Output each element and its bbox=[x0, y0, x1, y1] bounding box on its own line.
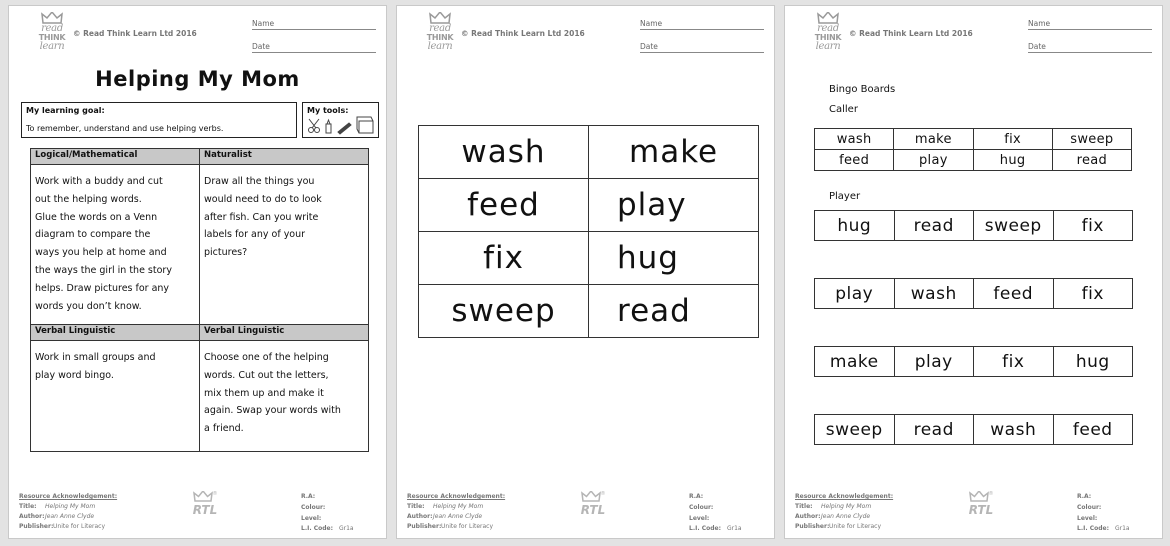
learning-goal-box bbox=[21, 102, 297, 138]
worksheet-page-1 bbox=[8, 5, 387, 539]
player-board-3 bbox=[814, 346, 1133, 377]
resource-ack-label: Resource Acknowledgement: bbox=[19, 493, 118, 500]
bingo-cell[interactable]: feed bbox=[1053, 415, 1133, 445]
player-label: Player bbox=[829, 191, 861, 202]
bingo-cell[interactable]: make bbox=[815, 347, 895, 377]
word-card[interactable]: wash bbox=[419, 126, 589, 179]
bingo-cell[interactable]: sweep bbox=[974, 211, 1054, 241]
crown-icon bbox=[969, 491, 989, 502]
bingo-cell[interactable]: play bbox=[815, 279, 895, 309]
bingo-cell[interactable]: make bbox=[894, 129, 973, 150]
learning-goal-label: My learning goal: bbox=[26, 106, 105, 115]
resource-ack-label: Resource Acknowledgement: bbox=[795, 493, 894, 500]
activity-text: Choose one of the helping words. Cut out the letters, mix them up and make it again. Swap your words with a friend. bbox=[200, 341, 369, 452]
bingo-cell[interactable]: read bbox=[894, 415, 974, 445]
word-card[interactable]: make bbox=[589, 126, 759, 179]
crown-icon bbox=[193, 491, 213, 502]
table-heading: Verbal Linguistic bbox=[31, 325, 200, 341]
caller-board bbox=[814, 128, 1132, 171]
footer-publisher-row: Publisher:Unite for Literacy bbox=[19, 523, 106, 530]
bingo-cell[interactable]: wash bbox=[974, 415, 1054, 445]
learning-goal-text: To remember, understand and use helping verbs. bbox=[26, 124, 224, 133]
li-code-row: L.I. Code: Gr1a bbox=[1077, 525, 1130, 532]
bingo-cell[interactable]: sweep bbox=[815, 415, 895, 445]
bingo-cell[interactable]: sweep bbox=[1052, 129, 1131, 150]
table-heading: Logical/Mathematical bbox=[31, 149, 200, 165]
read-think-learn-logo: read THINK learn bbox=[425, 12, 455, 51]
rtl-logo: ® RTL bbox=[968, 491, 994, 517]
resource-footer: Resource Acknowledgement: Title: Helping My Mom Author:Jean Anne Clyde Publisher:Unite for Literacy ® RTL R.A: Colour: Level: L.I. Code: Gr1a bbox=[795, 491, 1130, 532]
bingo-cell[interactable]: hug bbox=[973, 150, 1052, 171]
footer-title-row: Title: Helping My Mom bbox=[795, 503, 872, 510]
caller-label: Caller bbox=[829, 104, 858, 115]
resource-footer: Resource Acknowledgement: Title: Helping My Mom Author:Jean Anne Clyde Publisher:Unite for Literacy ® RTL R.A: Colour: Level: L.I. Code: Gr1a bbox=[19, 491, 354, 532]
copyright-text: © Read Think Learn Ltd 2016 bbox=[73, 29, 197, 38]
tools-box bbox=[302, 102, 379, 138]
date-field[interactable]: Date bbox=[252, 42, 376, 53]
table-row bbox=[815, 211, 1133, 241]
tools-label: My tools: bbox=[307, 106, 349, 115]
table-row bbox=[419, 126, 759, 179]
bingo-cell[interactable]: wash bbox=[815, 129, 894, 150]
table-row bbox=[419, 179, 759, 232]
bingo-cell[interactable]: play bbox=[894, 150, 973, 171]
footer-author-row: Author:Jean Anne Clyde bbox=[795, 513, 871, 520]
name-field[interactable]: Name bbox=[640, 19, 764, 30]
date-field[interactable]: Date bbox=[640, 42, 764, 53]
rtl-logo: ® RTL bbox=[580, 491, 606, 517]
crown-icon bbox=[581, 491, 601, 502]
bingo-cell[interactable]: fix bbox=[1053, 211, 1133, 241]
player-board-1 bbox=[814, 210, 1133, 241]
bingo-cell[interactable]: feed bbox=[815, 150, 894, 171]
bingo-cell[interactable]: wash bbox=[894, 279, 974, 309]
footer-author-row: Author:Jean Anne Clyde bbox=[407, 513, 483, 520]
table-heading: Naturalist bbox=[200, 149, 369, 165]
resource-footer: Resource Acknowledgement: Title: Helping My Mom Author:Jean Anne Clyde Publisher:Unite for Literacy ® RTL R.A: Colour: Level: L.I. Code: Gr1a bbox=[407, 491, 742, 532]
activity-text: Work in small groups and play word bingo. bbox=[31, 341, 200, 452]
footer-author-row: Author:Jean Anne Clyde bbox=[19, 513, 95, 520]
word-card[interactable]: fix bbox=[419, 232, 589, 285]
footer-publisher-row: Publisher:Unite for Literacy bbox=[795, 523, 882, 530]
li-code-row: L.I. Code: Gr1a bbox=[689, 525, 742, 532]
table-row bbox=[419, 232, 759, 285]
activity-text: Work with a buddy and cut out the helping words. Glue the words on a Venn diagram to compare the ways you help at home and the ways the girl in the story helps. Draw pictures for any words you don’t know. bbox=[31, 165, 200, 325]
word-card[interactable]: feed bbox=[419, 179, 589, 232]
table-row bbox=[815, 347, 1133, 377]
footer-title-row: Title: Helping My Mom bbox=[19, 503, 96, 510]
table-row bbox=[815, 129, 1132, 150]
word-card[interactable]: read bbox=[589, 285, 759, 338]
scissors-icon bbox=[309, 119, 320, 133]
word-card[interactable]: play bbox=[589, 179, 759, 232]
name-field[interactable]: Name bbox=[252, 19, 376, 30]
date-field[interactable]: Date bbox=[1028, 42, 1152, 53]
table-row bbox=[815, 150, 1132, 171]
bingo-cell[interactable]: hug bbox=[1053, 347, 1133, 377]
bingo-cell[interactable]: fix bbox=[1053, 279, 1133, 309]
page-title: Helping My Mom bbox=[95, 67, 300, 91]
word-card[interactable]: hug bbox=[589, 232, 759, 285]
table-row bbox=[815, 415, 1133, 445]
footer-publisher-row: Publisher:Unite for Literacy bbox=[407, 523, 494, 530]
player-board-4 bbox=[814, 414, 1133, 445]
copyright-text: © Read Think Learn Ltd 2016 bbox=[849, 29, 973, 38]
rtl-logo: ® RTL bbox=[192, 491, 218, 517]
read-think-learn-logo: read THINK learn bbox=[813, 12, 843, 51]
multiple-intelligences-table bbox=[30, 148, 369, 452]
bingo-cell[interactable]: play bbox=[894, 347, 974, 377]
bingo-boards-heading: Bingo Boards bbox=[829, 84, 896, 95]
table-row bbox=[419, 285, 759, 338]
bingo-cell[interactable]: feed bbox=[974, 279, 1054, 309]
read-think-learn-logo: read THINK learn bbox=[37, 12, 67, 51]
word-cards-table bbox=[418, 125, 759, 338]
name-field[interactable]: Name bbox=[1028, 19, 1152, 30]
copyright-text: © Read Think Learn Ltd 2016 bbox=[461, 29, 585, 38]
table-row bbox=[815, 279, 1133, 309]
glue-icon bbox=[326, 120, 331, 133]
table-heading: Verbal Linguistic bbox=[200, 325, 369, 341]
worksheet-page-3 bbox=[784, 5, 1163, 539]
worksheet-page-2 bbox=[396, 5, 775, 539]
resource-ack-label: Resource Acknowledgement: bbox=[407, 493, 506, 500]
word-card[interactable]: sweep bbox=[419, 285, 589, 338]
player-board-2 bbox=[814, 278, 1133, 309]
li-code-row: L.I. Code: Gr1a bbox=[301, 525, 354, 532]
pencil-icon bbox=[338, 123, 351, 134]
bingo-cell[interactable]: fix bbox=[973, 129, 1052, 150]
footer-title-row: Title: Helping My Mom bbox=[407, 503, 484, 510]
bingo-cell[interactable]: read bbox=[1052, 150, 1131, 171]
bingo-cell[interactable]: read bbox=[894, 211, 974, 241]
bingo-cell[interactable]: hug bbox=[815, 211, 895, 241]
bingo-cell[interactable]: fix bbox=[974, 347, 1054, 377]
book-icon bbox=[357, 117, 373, 133]
activity-text: Draw all the things you would need to do to look after fish. Can you write labels for any of your pictures? bbox=[200, 165, 369, 325]
